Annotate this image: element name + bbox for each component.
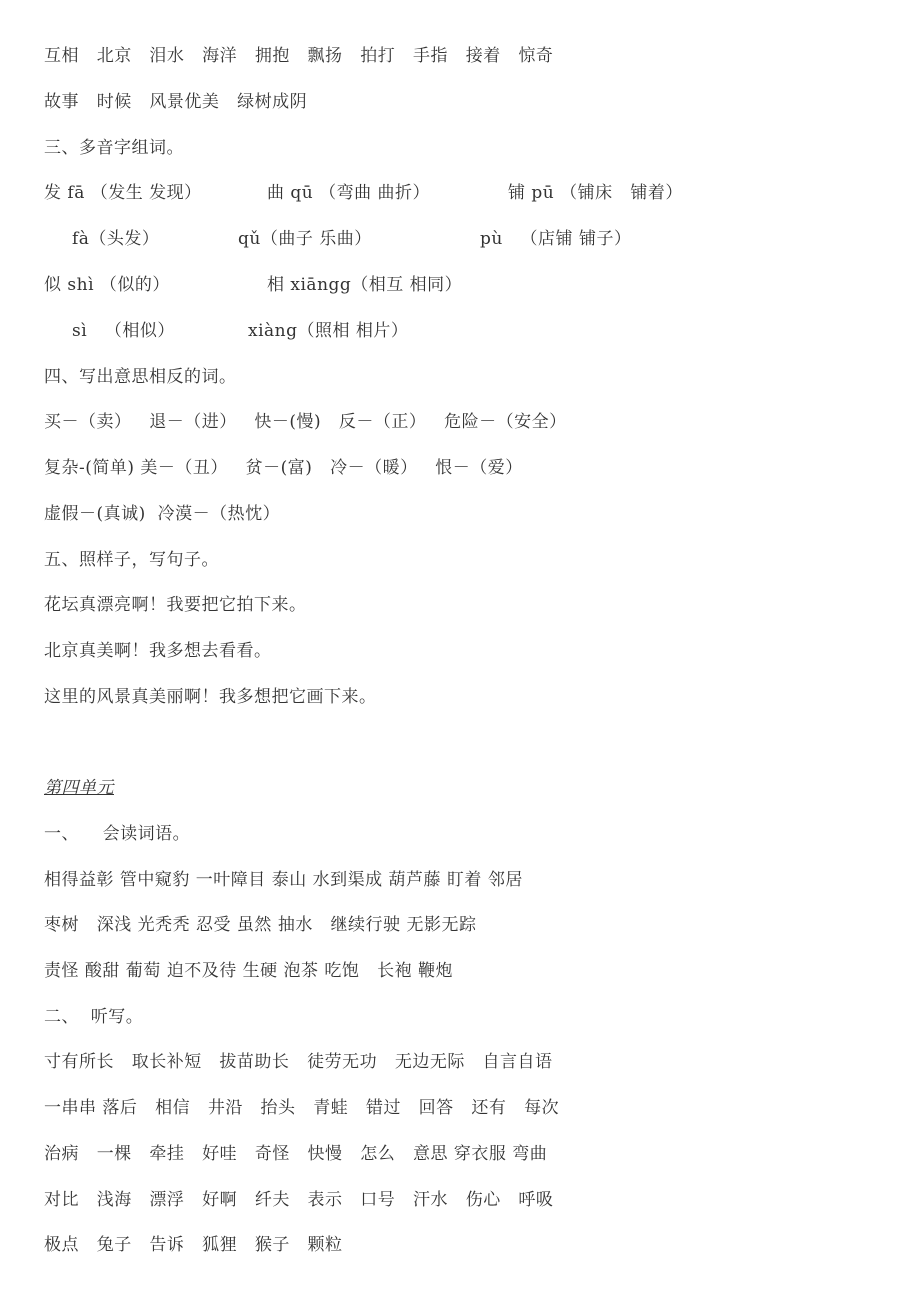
polyphone-qu1: 曲 qū （弯曲 曲折） [267,183,431,203]
sentence-3: 这里的风景真美丽啊！我多想把它画下来。 [44,687,377,707]
dictation-line-1: 寸有所长 取长补短 拔苗助长 徒劳无功 无边无际 自言自语 [44,1052,553,1072]
polyphone-xiang1: 相 xiāngg（相互 相同） [267,275,463,295]
unit-4-section-1-title: 一、 会读词语。 [44,824,191,844]
dictation-line-2: 一串串 落后 相信 井沿 抬头 青蛙 错过 回答 还有 每次 [44,1098,560,1118]
polyphone-row-3 [44,274,884,296]
dictation-line-5: 极点 兔子 告诉 狐狸 猴子 颗粒 [44,1235,343,1255]
polyphone-fa4: fà（头发） [72,229,160,249]
polyphone-row-2 [44,228,884,250]
polyphone-pu1: 铺 pū （铺床 铺着） [508,183,683,203]
unit-4-title: 第四单元 [44,778,114,798]
polyphone-pu4: pù （店铺 铺子） [480,229,632,249]
dictation-line-3: 治病 一棵 牵挂 好哇 奇怪 快慢 怎么 意思 穿衣服 弯曲 [44,1144,548,1164]
dictation-line-4: 对比 浅海 漂浮 好啊 纤夫 表示 口号 汗水 伤心 呼吸 [44,1190,554,1210]
polyphone-row-4 [44,320,884,342]
antonym-line-1: 买－（卖） 退－（进） 快－(慢) 反－（正） 危险－（安全） [44,412,567,432]
polyphone-qu3: qǔ（曲子 乐曲） [238,229,372,249]
sentence-1: 花坛真漂亮啊！我要把它拍下来。 [44,595,307,615]
vocab-line-2: 故事 时候 风景优美 绿树成阴 [44,92,308,112]
sentence-2: 北京真美啊！我多想去看看。 [44,641,272,661]
polyphone-si4: sì （相似） [72,321,175,341]
polyphone-xiang4: xiàng（照相 相片） [248,321,409,341]
section-4-title: 四、写出意思相反的词。 [44,367,237,387]
unit-4-section-2-title: 二、 听写。 [44,1007,144,1027]
polyphone-row-1 [44,182,884,204]
vocab-line-1: 互相 北京 泪水 海洋 拥抱 飘扬 拍打 手指 接着 惊奇 [44,46,554,66]
antonym-line-3: 虚假－(真诚) 冷漠－（热忱） [44,504,281,524]
polyphone-fa1: 发 fā （发生 发现） [44,183,202,203]
section-5-title: 五、照样子，写句子。 [44,550,219,570]
antonym-line-2: 复杂-(简单) 美－（丑） 贫－(富) 冷－（暖） 恨－（爱） [44,458,523,478]
read-line-3: 责怪 酸甜 葡萄 迫不及待 生硬 泡茶 吃饱 长袍 鞭炮 [44,961,454,981]
read-line-2: 枣树 深浅 光秃秃 忍受 虽然 抽水 继续行驶 无影无踪 [44,915,477,935]
section-3-title: 三、多音字组词。 [44,138,184,158]
polyphone-si-shi: 似 shì （似的） [44,275,170,295]
read-line-1: 相得益彰 管中窥豹 一叶障目 泰山 水到渠成 葫芦藤 盯着 邻居 [44,870,523,890]
